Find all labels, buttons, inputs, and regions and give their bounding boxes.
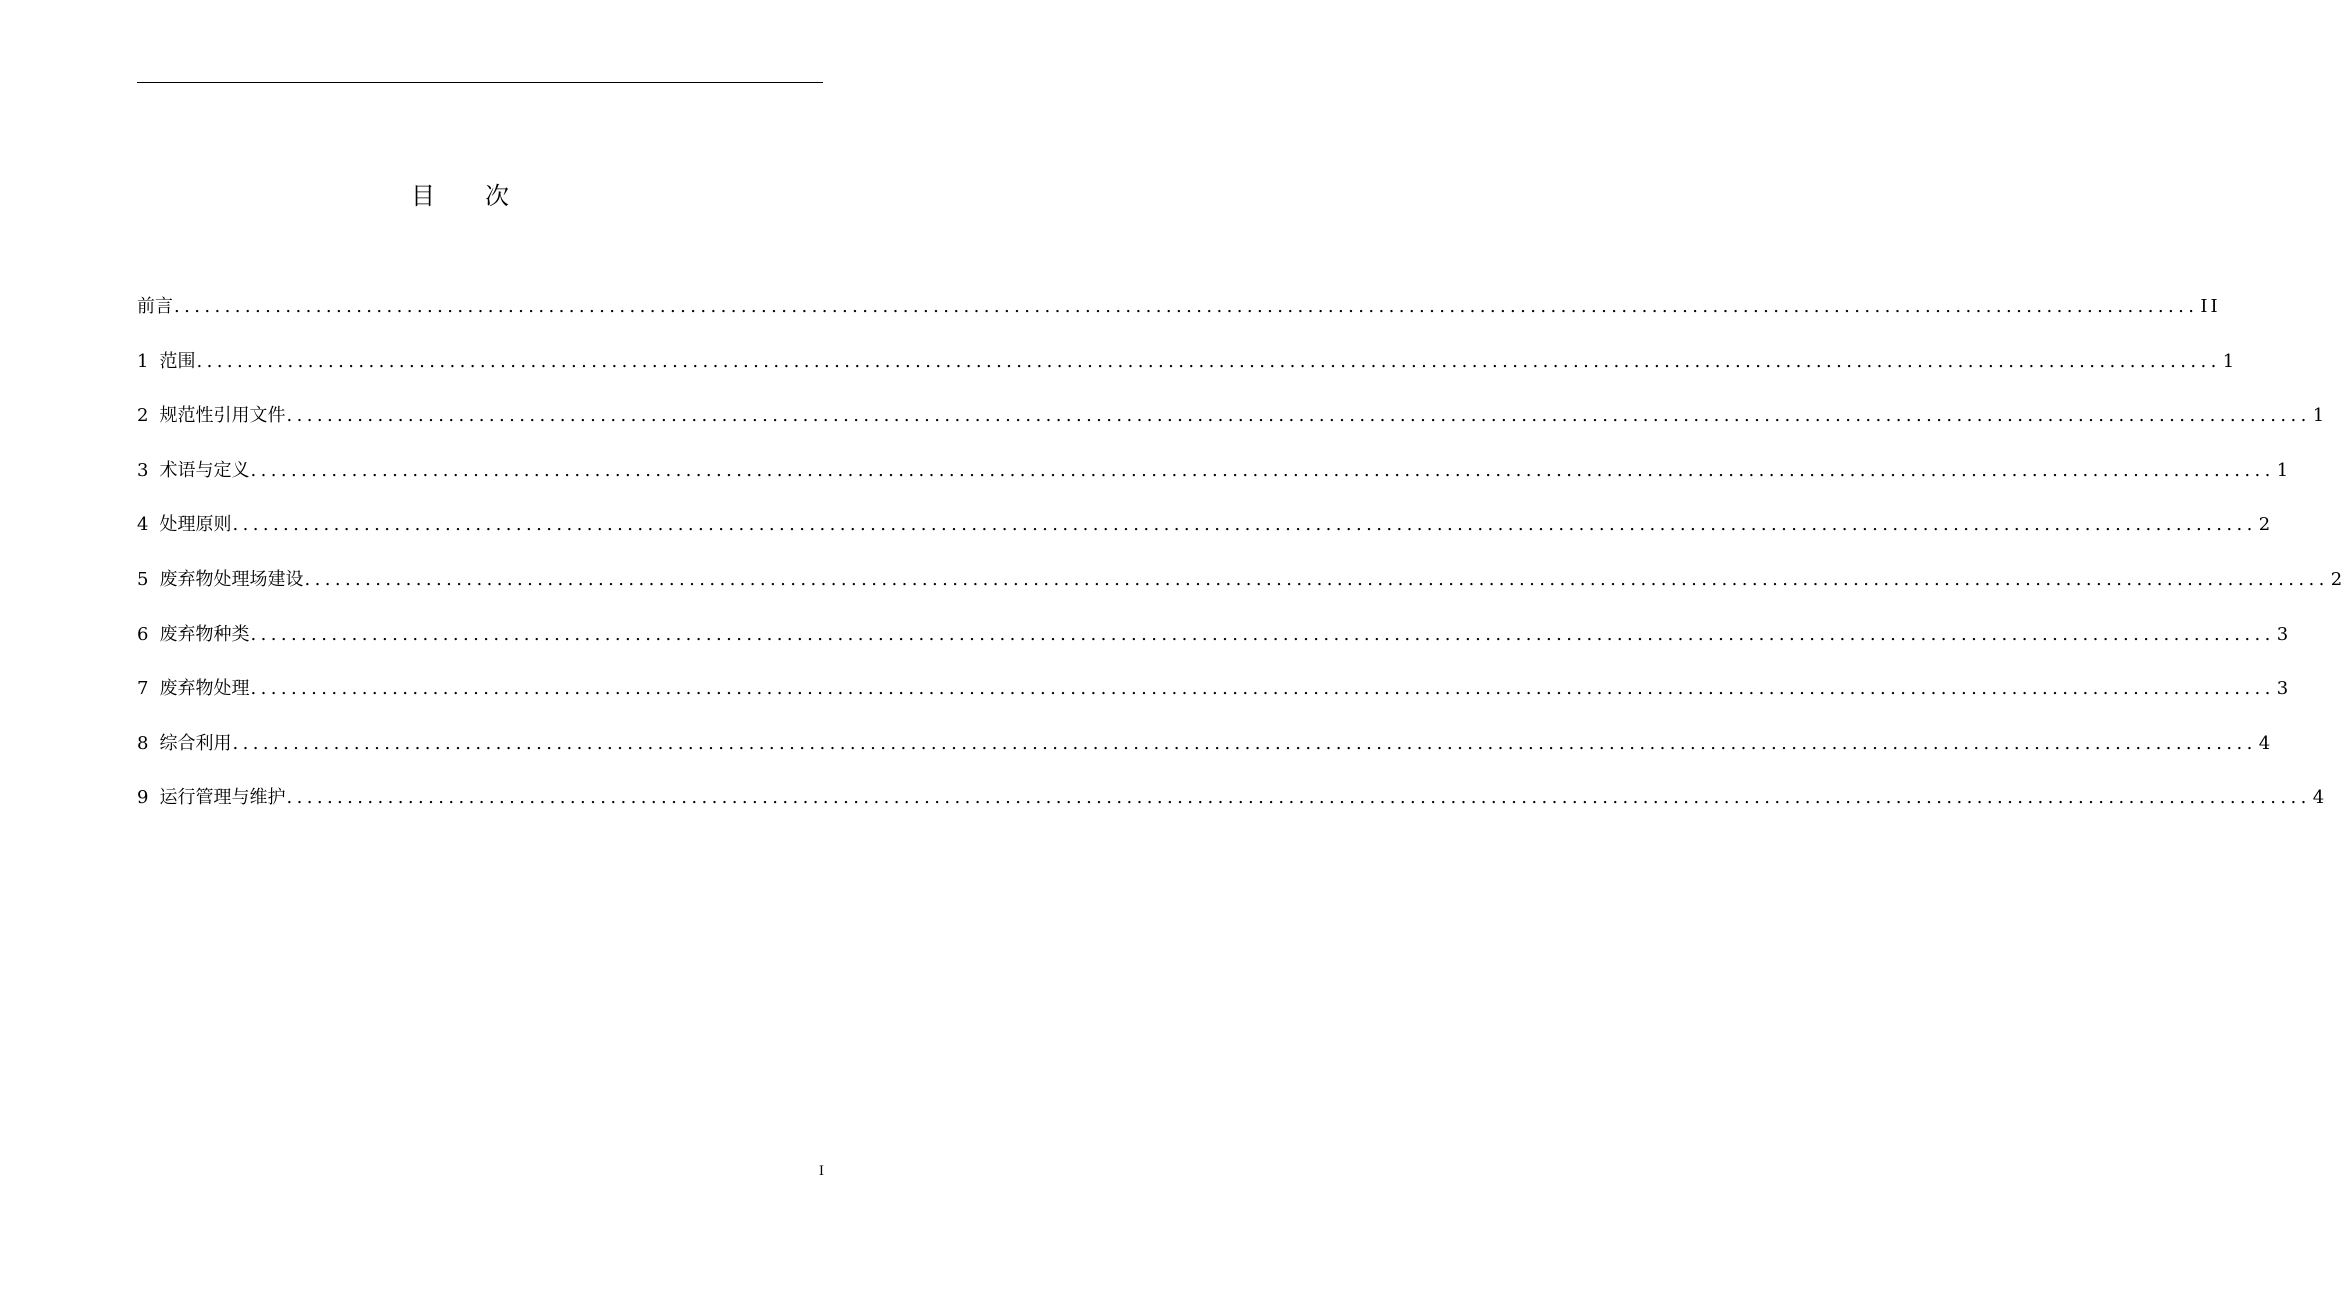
- toc-entry[interactable]: [137, 345, 2238, 400]
- toc-entry-number: 9: [137, 787, 149, 809]
- toc-entry-number: 7: [137, 678, 149, 700]
- toc-title-char-1: 目: [411, 182, 435, 210]
- toc-entry-page: 4: [2258, 732, 2274, 754]
- toc-entry-number: 2: [137, 405, 149, 427]
- toc-entry-number: 1: [137, 350, 149, 372]
- toc-entry-number: 8: [137, 732, 149, 754]
- toc-entry[interactable]: [137, 563, 2345, 618]
- header-rule: [137, 82, 823, 83]
- toc-dot-leader: ........................................................................................................................................................................................................: [174, 296, 2199, 317]
- toc-dot-leader: ........................................................................................................................................................................................................: [304, 568, 2329, 590]
- toc-title: [0, 178, 920, 214]
- toc-dot-leader: ........................................................................................................................................................................................................: [286, 405, 2311, 427]
- page-number: I: [818, 1164, 824, 1179]
- toc-dot-leader: ........................................................................................................................................................................................................: [286, 787, 2311, 809]
- toc-entry-label: 术语与定义: [159, 459, 250, 481]
- toc-entry-label: 前言: [137, 296, 173, 317]
- toc-dot-leader: ........................................................................................................................................................................................................: [232, 514, 2257, 536]
- toc-entry-page: 1: [2276, 459, 2292, 481]
- toc-entry-label: 废弃物处理: [159, 678, 250, 700]
- toc-dot-leader: ........................................................................................................................................................................................................: [250, 623, 2275, 645]
- toc-dot-leader: ........................................................................................................................................................................................................: [250, 459, 2275, 481]
- toc-dot-leader: ........................................................................................................................................................................................................: [232, 732, 2257, 754]
- toc-entry-page: 2: [2258, 514, 2274, 536]
- toc-title-char-2: 次: [485, 182, 509, 210]
- toc-entry-label: 运行管理与维护: [159, 787, 286, 809]
- toc-entry-label: 废弃物种类: [159, 623, 250, 645]
- toc-entry[interactable]: [137, 727, 2274, 782]
- toc-entry-number: 3: [137, 459, 149, 481]
- toc-entry-label: 规范性引用文件: [159, 405, 286, 427]
- toc-entry-page: 1: [2222, 350, 2238, 372]
- toc-entry[interactable]: [137, 508, 2274, 563]
- toc-entry-number: 5: [137, 568, 149, 590]
- toc-entry-page: II: [2200, 296, 2221, 317]
- toc-entry[interactable]: [137, 454, 2292, 509]
- toc-entry-label: 处理原则: [159, 514, 232, 536]
- toc-entry-page: 1: [2312, 405, 2328, 427]
- toc-dot-leader: ........................................................................................................................................................................................................: [250, 678, 2275, 700]
- toc-entry[interactable]: [137, 672, 2292, 727]
- toc-entry[interactable]: [137, 290, 2221, 345]
- toc-entry-page: 3: [2276, 623, 2292, 645]
- toc-entry-label: 废弃物处理场建设: [159, 568, 304, 590]
- toc-entry-page: 4: [2312, 787, 2328, 809]
- toc-entry-label: 综合利用: [159, 732, 232, 754]
- toc-entry[interactable]: [137, 399, 2328, 454]
- toc-entry-page: 3: [2276, 678, 2292, 700]
- table-of-contents: [137, 290, 2345, 836]
- toc-dot-leader: ........................................................................................................................................................................................................: [196, 350, 2221, 372]
- toc-entry[interactable]: [137, 618, 2292, 673]
- toc-entry-number: 4: [137, 514, 149, 536]
- toc-entry[interactable]: [137, 781, 2328, 836]
- toc-entry-number: 6: [137, 623, 149, 645]
- toc-entry-label: 范围: [159, 350, 196, 372]
- toc-entry-page: 2: [2330, 568, 2345, 590]
